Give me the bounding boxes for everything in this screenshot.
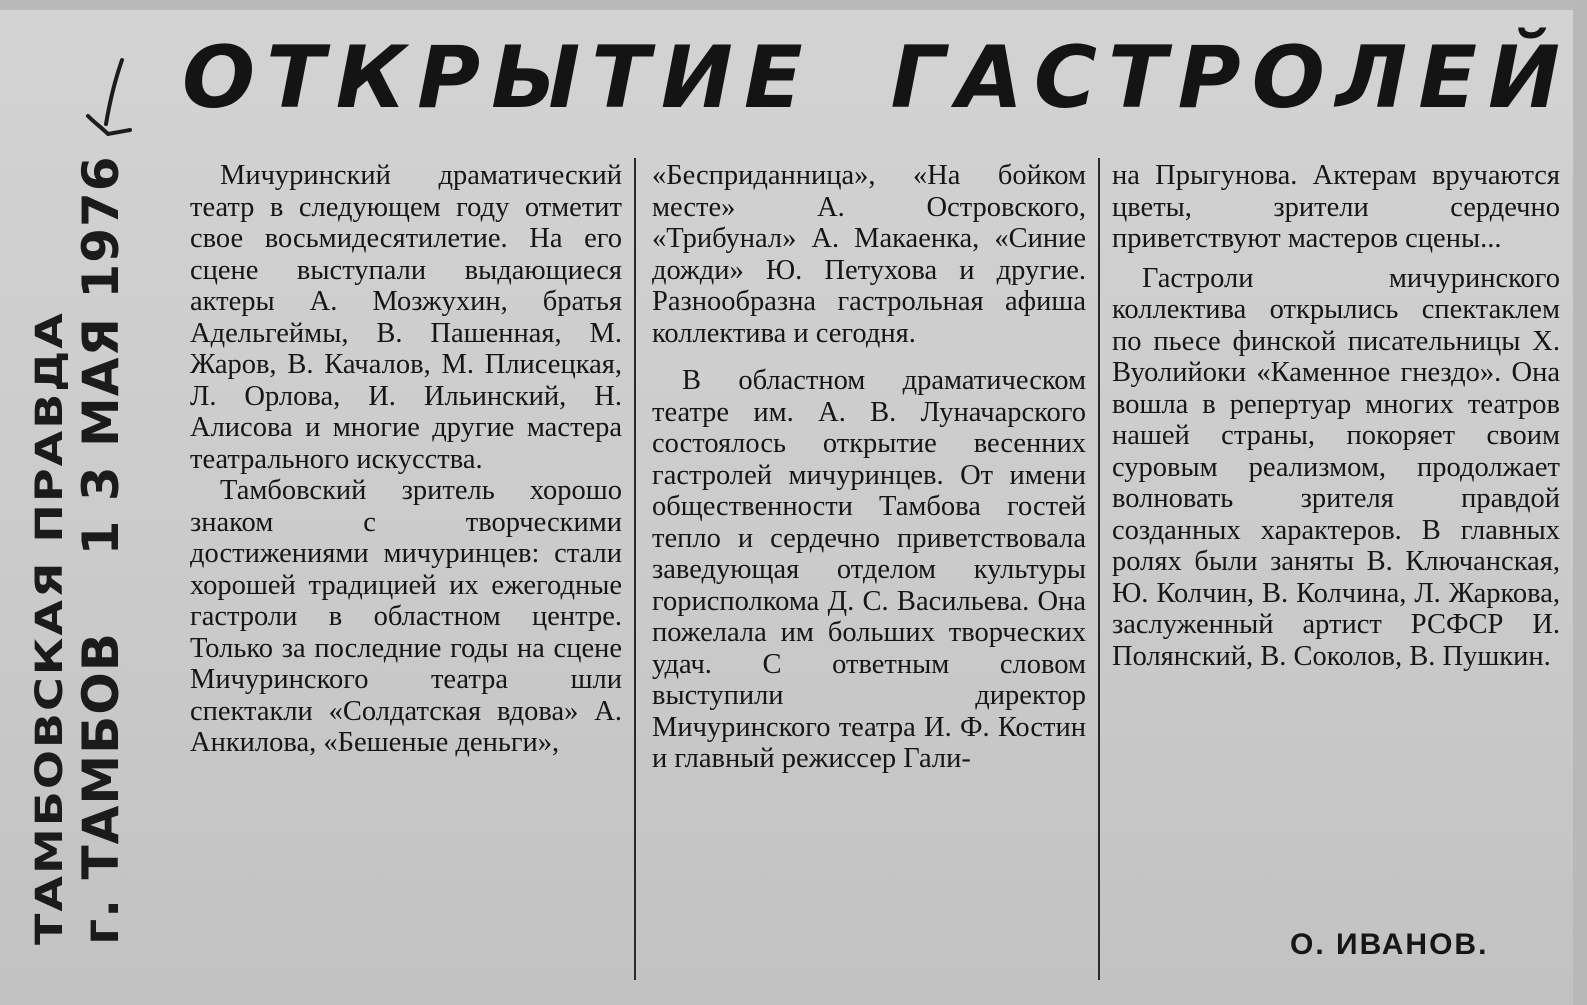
article-column-2: [652, 160, 1086, 775]
column-divider-2: [1098, 158, 1100, 980]
article-column-3: [1112, 160, 1560, 672]
paper-edge-right: [1573, 0, 1587, 1005]
article-headline: ОТКРЫТИЕ ГАСТРОЛЕЙ: [182, 28, 1571, 128]
author-signature: О. ИВАНОВ.: [1290, 928, 1489, 961]
column-3-paragraph-1: на Прыгунова. Актерам вручаются цветы, зрители сердечно приветствуют мастеров сцены...: [1112, 160, 1560, 254]
column-2-paragraph-1: «Бесприданница», «На бойком месте» А. Островского, «Трибунал» А. Макаенка, «Синие дожди» Ю. Петухова и другие. Разнообразна гастрольная афиша коллектива и сегодня.: [652, 160, 1086, 349]
column-3-paragraph-2: Гастроли мичуринского коллектива открылись спектаклем по пьесе финской писательницы Х. Вуолийоки «Каменное гнездо». Она вошла в репертуар многих театров нашей страны, покоряет своим суровым реализмом, продолжает волновать зрителя правдой созданных характеров. В главных ролях были заняты В. Ключанская, Ю. Колчин, В. Колчина, Л. Жаркова, заслуженный артист РСФСР И. Полянский, В. Соколов, В. Пушкин.: [1112, 262, 1560, 672]
stamp-city: г. ТАМБОВ: [72, 632, 130, 945]
column-divider-1: [634, 158, 636, 980]
column-2-paragraph-2: В областном драматическом театре им. А. В. Луначарского состоялось открытие весенних гастролей мичуринцев. От имени общественности Тамбова гостей тепло и сердечно приветствовала заведующая отделом культуры горисполкома Д. С. Васильева. Она пожелала им больших творческих удач. С ответным словом выступили директор Мичуринского театра И. Ф. Костин и главный режиссер Гали-: [652, 365, 1086, 774]
paper-edge-top: [0, 0, 1587, 10]
publication-stamp: [26, 125, 130, 945]
stamp-newspaper-name: ТАМБОВСКАЯ ПРАВДА: [26, 311, 72, 945]
column-1-paragraph-1: Мичуринский драматический театр в следующем году отметит свое восьмидесятилетие. На его сцене выступали выдающиеся актеры А. Мозжухин, братья Адельгеймы, В. Пашенная, М. Жаров, В. Качалов, М. Плисецкая, Л. Орлова, И. Ильинский, Н. Алисова и многие другие мастера театрального искусства.: [190, 160, 622, 475]
column-1-paragraph-2: Тамбовский зритель хорошо знаком с творческими достижениями мичуринцев: стали хорошей традицией их ежегодные гастроли в областном центре. Только за последние годы на сцене Мичуринского театра шли спектакли «Солдатская вдова» А. Анкилова, «Бешеные деньги»,: [190, 475, 622, 758]
stamp-city-line: [72, 125, 130, 945]
check-mark-icon: [82, 54, 132, 144]
stamp-date: 1 3 МАЯ 1976: [72, 155, 130, 556]
article-column-1: [190, 160, 622, 759]
